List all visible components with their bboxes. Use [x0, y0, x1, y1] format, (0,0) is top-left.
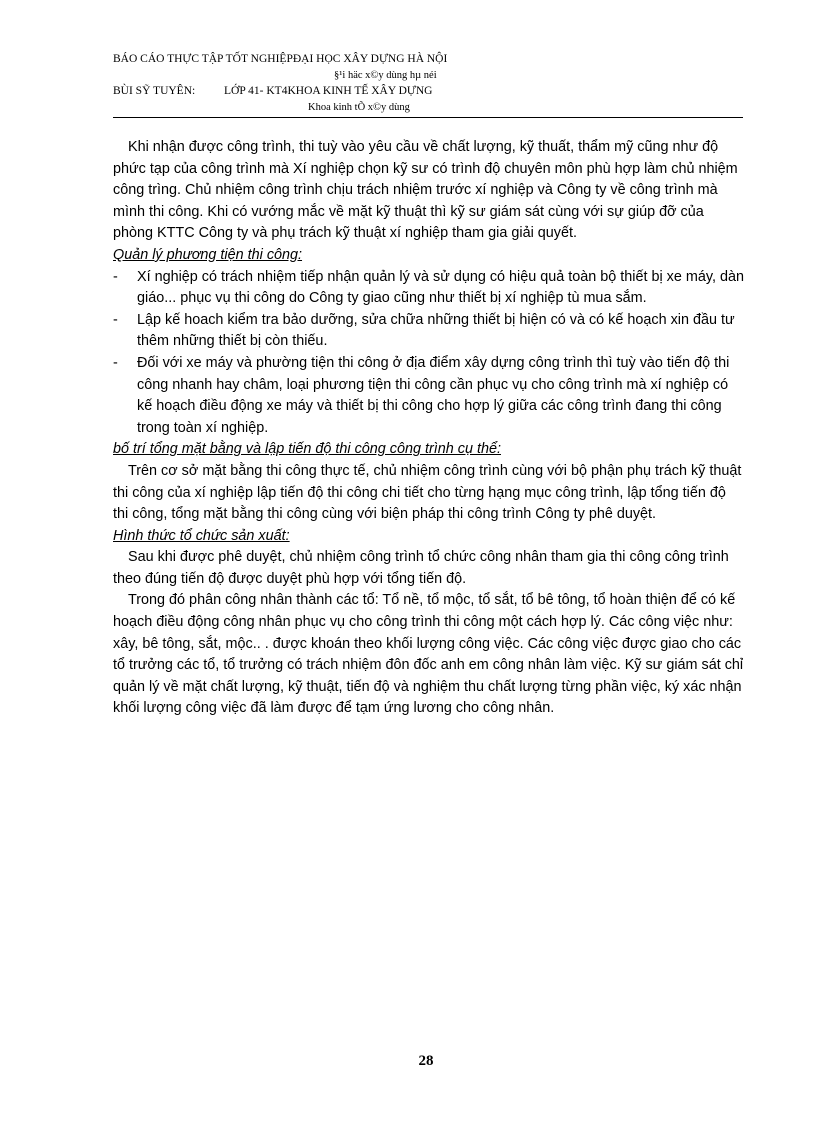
dash-bullet: - — [113, 354, 118, 371]
section-heading-equipment: Quản lý phương tiện thi công: — [113, 246, 303, 263]
paragraph-layout: Trên cơ sở mặt bằng thi công thực tế, chủ nhiệm công trình cùng với bộ phận phụ trách kỹ thuật thi công của xí nghiệp lập tiến độ thi công chi tiết cho từng hạng mục công trình, lập tổng tiến độ thi công, tổng mặt bằng thi công cùng với biện pháp thi công trình Công ty phê duyệt. — [113, 462, 742, 523]
section-heading-organization: Hình thức tổ chức sản xuất: — [113, 527, 290, 544]
dash-bullet: - — [113, 311, 118, 328]
paragraph-teams: Trong đó phân công nhân thành các tổ: Tổ nề, tổ mộc, tổ sắt, tổ bê tông, tổ hoàn thiện để có kế hoạch điều động công nhân phục vụ cho công trình thi công một cách hợp lý. Các công việc như: xây, bê tông, sắt, mộc.. . được khoán theo khối lượng công việc. Các công việc được giao cho các tổ trưởng các tổ, tổ trưởng có trách nhiệm đôn đốc anh em công nhân làm việc. Kỹ sư giám sát chỉ quản lý về mặt chất lượng, kỹ thuật, tiến độ và nghiệm thu chất lượng từng phần việc, ký xác nhận khối lượng công việc đã làm được để tạm ứng lương cho công nhân. — [113, 592, 744, 717]
section-heading-layout: bố trí tổng mặt bằng và lập tiến độ thi công công trình cụ thể: — [113, 441, 501, 458]
list-item: - Xí nghiệp có trách nhiệm tiếp nhận quản lý và sử dụng có hiệu quả toàn bộ thiết bị xe máy, dàn giáo... phục vụ thi công do Công ty giao cũng như thiết bị xí nghiệp tù mua sắm. — [113, 268, 744, 307]
page-number: 28 — [418, 1053, 434, 1069]
header-author: BÙI SỸ TUYÊN: — [113, 85, 196, 97]
list-item: - Lập kế hoach kiểm tra bảo dưỡng, sửa chữa những thiết bị hiện có và có kế hoạch xin đầu tư thêm những thiết bị còn thiếu. — [113, 311, 735, 350]
dash-bullet: - — [113, 268, 118, 285]
header-faculty-encoded: Khoa kinh tÕ x©y dùng — [308, 102, 410, 113]
list-item: - Đối với xe máy và phường tiện thi công ở địa điểm xây dựng công trình thì tuỳ vào tiến độ thi công nhanh hay châm, loại phương tiện thi công cần phục vụ cho công trình mà xí nghiệp có kế hoạch điều động xe máy và thiết bị thi công cho hợp lý giữa các công trình đang thi công trong toàn xí nghiệp. — [113, 354, 730, 436]
header-title: BÁO CÁO THỰC TẬP TỐT NGHIỆPĐẠI HỌC XÂY DỰNG HÀ NỘI — [113, 53, 448, 65]
paragraph-approval: Sau khi được phê duyệt, chủ nhiệm công trình tổ chức công nhân tham gia thi công công trình theo đúng tiến độ được duyệt phù hợp với tổng tiến độ. — [113, 549, 729, 587]
equipment-list — [113, 267, 745, 440]
body-text — [113, 137, 745, 720]
paragraph-intro: Khi nhận được công trình, thi tuỳ vào yêu cầu về chất lượng, kỹ thuất, thẩm mỹ cũng như độ phức tạp của công trình mà Xí nghiệp chọn kỹ sư có trình độ chuyên môn phù hợp làm chủ nhiệm công trìng. Chủ nhiệm công trình chịu trách nhiệm trước xí nghiệp và Công ty về công trình mà mình thi công. Khi có vướng mắc về mặt kỹ thuật thì kỹ sư giám sát cùng với sự giúp đỡ của phòng KTTC Công ty và phụ trách kỹ thuật xí nghiệp tham gia giải quyết. — [113, 139, 738, 242]
header-class: LỚP 41- KT4KHOA KINH TẾ XÂY DỰNG — [224, 85, 433, 97]
header-rule — [113, 117, 743, 118]
header-subtitle-encoded: §¹i häc x©y dùng hµ néi — [334, 70, 437, 81]
